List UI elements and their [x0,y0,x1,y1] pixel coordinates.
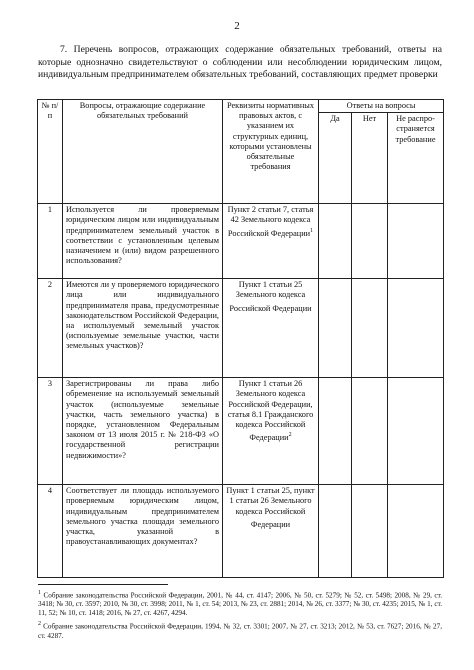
footnote [38,620,442,640]
row-number: 4 [38,485,63,578]
row-question: Используется ли проверяемым юридическим лицом или индивидуальным предпринимателем земельный участок в соответствии с установленным целевым назначением и (или) видом разрешенного использования? [63,204,223,279]
table-row [38,378,444,485]
row-question: Имеются ли у проверяемого юридического лица или индивидуального предпринимателя права, предусмотренные законодательством Российской Федерации, на используемый земельный участок (используемые земельные участки, части земельных участков)? [63,279,223,378]
row-reference [223,378,319,485]
answer-no-cell[interactable] [352,279,388,378]
answer-no-cell[interactable] [352,378,388,485]
reference-text: Пункт 1 статьи 25, пункт 1 статьи 26 Земельного кодекса Российской Федерации [226,486,315,529]
page-number: 2 [234,20,240,32]
requirements-table [37,99,444,578]
row-number: 3 [38,378,63,485]
row-question: Соответствует ли площадь используемого проверяемым юридическим лицом, индивидуальным предпринимателем земельного участка площади земельного участка, указанной в правоустанавливающих документах? [63,485,223,578]
table-row [38,204,444,279]
footnote-text: Собрание законодательства Российской Федерации, 1994, № 32, ст. 3301; 2007, № 27, ст. 3213; 2012, № 53, ст. 7627; 2016, № 27, ст. 4287. [38,622,442,640]
answer-na-cell[interactable] [388,378,444,485]
answer-na-cell[interactable] [388,279,444,378]
answer-yes-cell[interactable] [319,279,352,378]
intro-paragraph: 7. Перечень вопросов, отражающих содержание обязательных требований, ответы на которые однозначно свидетельствуют о соблюдении или несоблюдении юридическим лицом, индивидуальным предпринимателем обязательных требований, составляющих предмет проверки [38,44,442,81]
header-na: Не распро-страняется требование [388,113,444,204]
header-num: № п/п [38,100,63,204]
table-row [38,279,444,378]
reference-text: Пункт 1 статьи 25 Земельного кодекса Российской Федерации [229,280,312,313]
answer-no-cell[interactable] [352,485,388,578]
header-answers: Ответы на вопросы [319,100,444,113]
row-reference [223,279,319,378]
row-number: 1 [38,204,63,279]
reference-text: Пункт 1 статьи 26 Земельного кодекса Российской Федерации, статья 8.1 Гражданского кодекса Российской Федерации [227,379,314,442]
answer-na-cell[interactable] [388,204,444,279]
header-questions: Вопросы, отражающие содержание обязательных требований [63,100,223,204]
header-no: Нет [352,113,388,204]
footnote-marker: 1 [38,590,41,596]
answer-yes-cell[interactable] [319,485,352,578]
answer-yes-cell[interactable] [319,204,352,279]
footnotes [38,584,442,643]
footnote-mark: 2 [288,432,292,439]
row-reference [223,204,319,279]
footnote [38,589,442,618]
table-row [38,485,444,578]
footnote-mark: 1 [310,227,314,234]
row-reference [223,485,319,578]
footnote-marker: 2 [38,621,41,628]
header-row [38,100,444,113]
header-yes: Да [319,113,352,204]
footnote-text: Собрание законодательства Российской Федерации, 2001, № 44, ст. 4147; 2006, № 50, ст. 5279; № 52, ст. 5498; 2008, № 29, ст. 3418; № 30, ст. 3597; 2010, № 30, ст. 3998; 2011, № 1, ст. 54; 2013, № 23, ст. 2881; 2014, № 26, ст. 3377; № 30, ст. 4235; 2015, № 1, ст. 11, 52; № 10, ст. 1418; 2016, № 27, ст. 4267, 4294. [38,591,442,618]
answer-na-cell[interactable] [388,485,444,578]
footnote-list [38,589,442,641]
answer-yes-cell[interactable] [319,378,352,485]
reference-text: Пункт 2 статьи 7, статья 42 Земельного кодекса Российской Федерации [227,205,314,238]
header-requisites: Реквизиты нормативных правовых актов, с указанием их структурных единиц, которыми установлены обязательные требования [223,100,319,204]
footnote-divider [38,584,168,585]
row-number: 2 [38,279,63,378]
row-question: Зарегистрированы ли права либо обременение на используемый земельный участок (используемые земельные участки, часть земельного участка) в порядке, установленном Федеральным законом от 13 июля 2015 г. № 218-ФЗ «О государственной регистрации недвижимости»? [63,378,223,485]
answer-no-cell[interactable] [352,204,388,279]
